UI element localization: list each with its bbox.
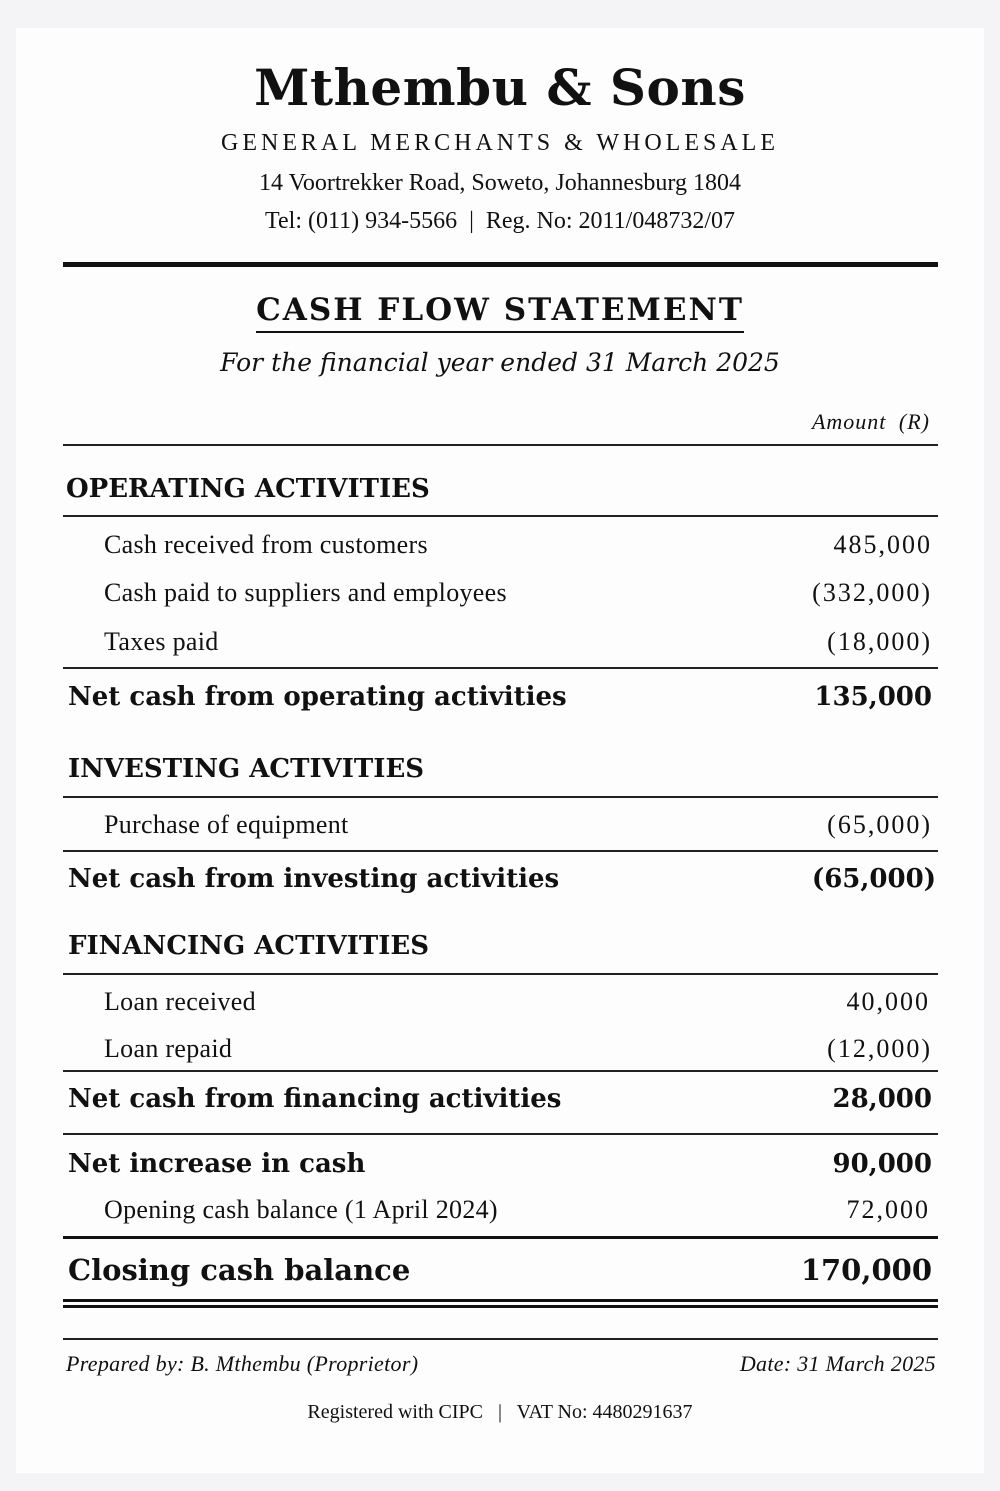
line-item-amount: (18,000) bbox=[827, 627, 932, 656]
line-item-label: Cash received from customers bbox=[104, 530, 428, 559]
prepared-date: Date: 31 March 2025 bbox=[739, 1351, 936, 1376]
subtotal-amount-investing: (65,000) bbox=[811, 864, 936, 894]
company-name: Mthembu & Sons bbox=[254, 58, 746, 117]
subtotal-amount-operating: 135,000 bbox=[814, 682, 932, 712]
section-rule bbox=[63, 796, 938, 798]
subtotal-rule bbox=[63, 1070, 938, 1072]
amount-column-header: Amount (R) bbox=[811, 409, 930, 434]
line-item-label: Cash paid to suppliers and employees bbox=[104, 578, 507, 607]
line-item-label: Loan repaid bbox=[104, 1034, 233, 1063]
subtotal-label-investing: Net cash from investing activities bbox=[68, 864, 560, 894]
line-item-amount: 485,000 bbox=[833, 530, 932, 559]
summary-rule bbox=[63, 1133, 938, 1135]
section-heading-financing: FINANCING ACTIVITIES bbox=[68, 931, 430, 961]
line-item-label: Loan received bbox=[104, 987, 256, 1016]
line-item-amount: (65,000) bbox=[827, 810, 932, 839]
company-contact: Tel: (011) 934-5566 | Reg. No: 2011/048732/07 bbox=[265, 208, 735, 234]
net-increase-amount: 90,000 bbox=[832, 1149, 932, 1179]
prepared-by: Prepared by: B. Mthembu (Proprietor) bbox=[66, 1351, 419, 1376]
registration-info: Registered with CIPC | VAT No: 4480291637 bbox=[307, 1401, 693, 1423]
line-item-amount: (332,000) bbox=[812, 578, 932, 607]
line-item-amount: (12,000) bbox=[827, 1034, 932, 1063]
company-tagline: GENERAL MERCHANTS & WHOLESALE bbox=[221, 130, 779, 156]
subtotal-label-financing: Net cash from financing activities bbox=[68, 1084, 562, 1114]
subtotal-rule bbox=[63, 667, 938, 669]
subtotal-amount-financing: 28,000 bbox=[832, 1084, 932, 1114]
line-item-label: Purchase of equipment bbox=[104, 810, 349, 839]
line-item-amount: 40,000 bbox=[846, 987, 930, 1016]
section-heading-operating: OPERATING ACTIVITIES bbox=[66, 474, 430, 504]
closing-balance-amount: 170,000 bbox=[800, 1253, 932, 1287]
opening-balance-label: Opening cash balance (1 April 2024) bbox=[104, 1195, 498, 1224]
line-item-label: Taxes paid bbox=[104, 627, 219, 656]
footer-rule bbox=[63, 1338, 938, 1340]
section-heading-investing: INVESTING ACTIVITIES bbox=[68, 754, 425, 784]
statement-period: For the financial year ended 31 March 2025 bbox=[220, 348, 780, 377]
header-divider bbox=[63, 262, 938, 267]
double-underline-bottom bbox=[63, 1305, 938, 1308]
section-rule bbox=[63, 515, 938, 517]
section-rule bbox=[63, 973, 938, 975]
subtotal-rule bbox=[63, 850, 938, 852]
statement-title-text: CASH FLOW STATEMENT bbox=[256, 292, 744, 333]
double-underline-top bbox=[63, 1299, 938, 1302]
closing-top-rule bbox=[63, 1236, 938, 1239]
subtotal-label-operating: Net cash from operating activities bbox=[68, 682, 567, 712]
closing-balance-label: Closing cash balance bbox=[68, 1253, 411, 1287]
table-top-rule bbox=[63, 444, 938, 446]
statement-title bbox=[0, 292, 1000, 333]
net-increase-label: Net increase in cash bbox=[68, 1149, 366, 1179]
company-address: 14 Voortrekker Road, Soweto, Johannesburg 1804 bbox=[259, 170, 741, 196]
opening-balance-amount: 72,000 bbox=[846, 1195, 930, 1224]
